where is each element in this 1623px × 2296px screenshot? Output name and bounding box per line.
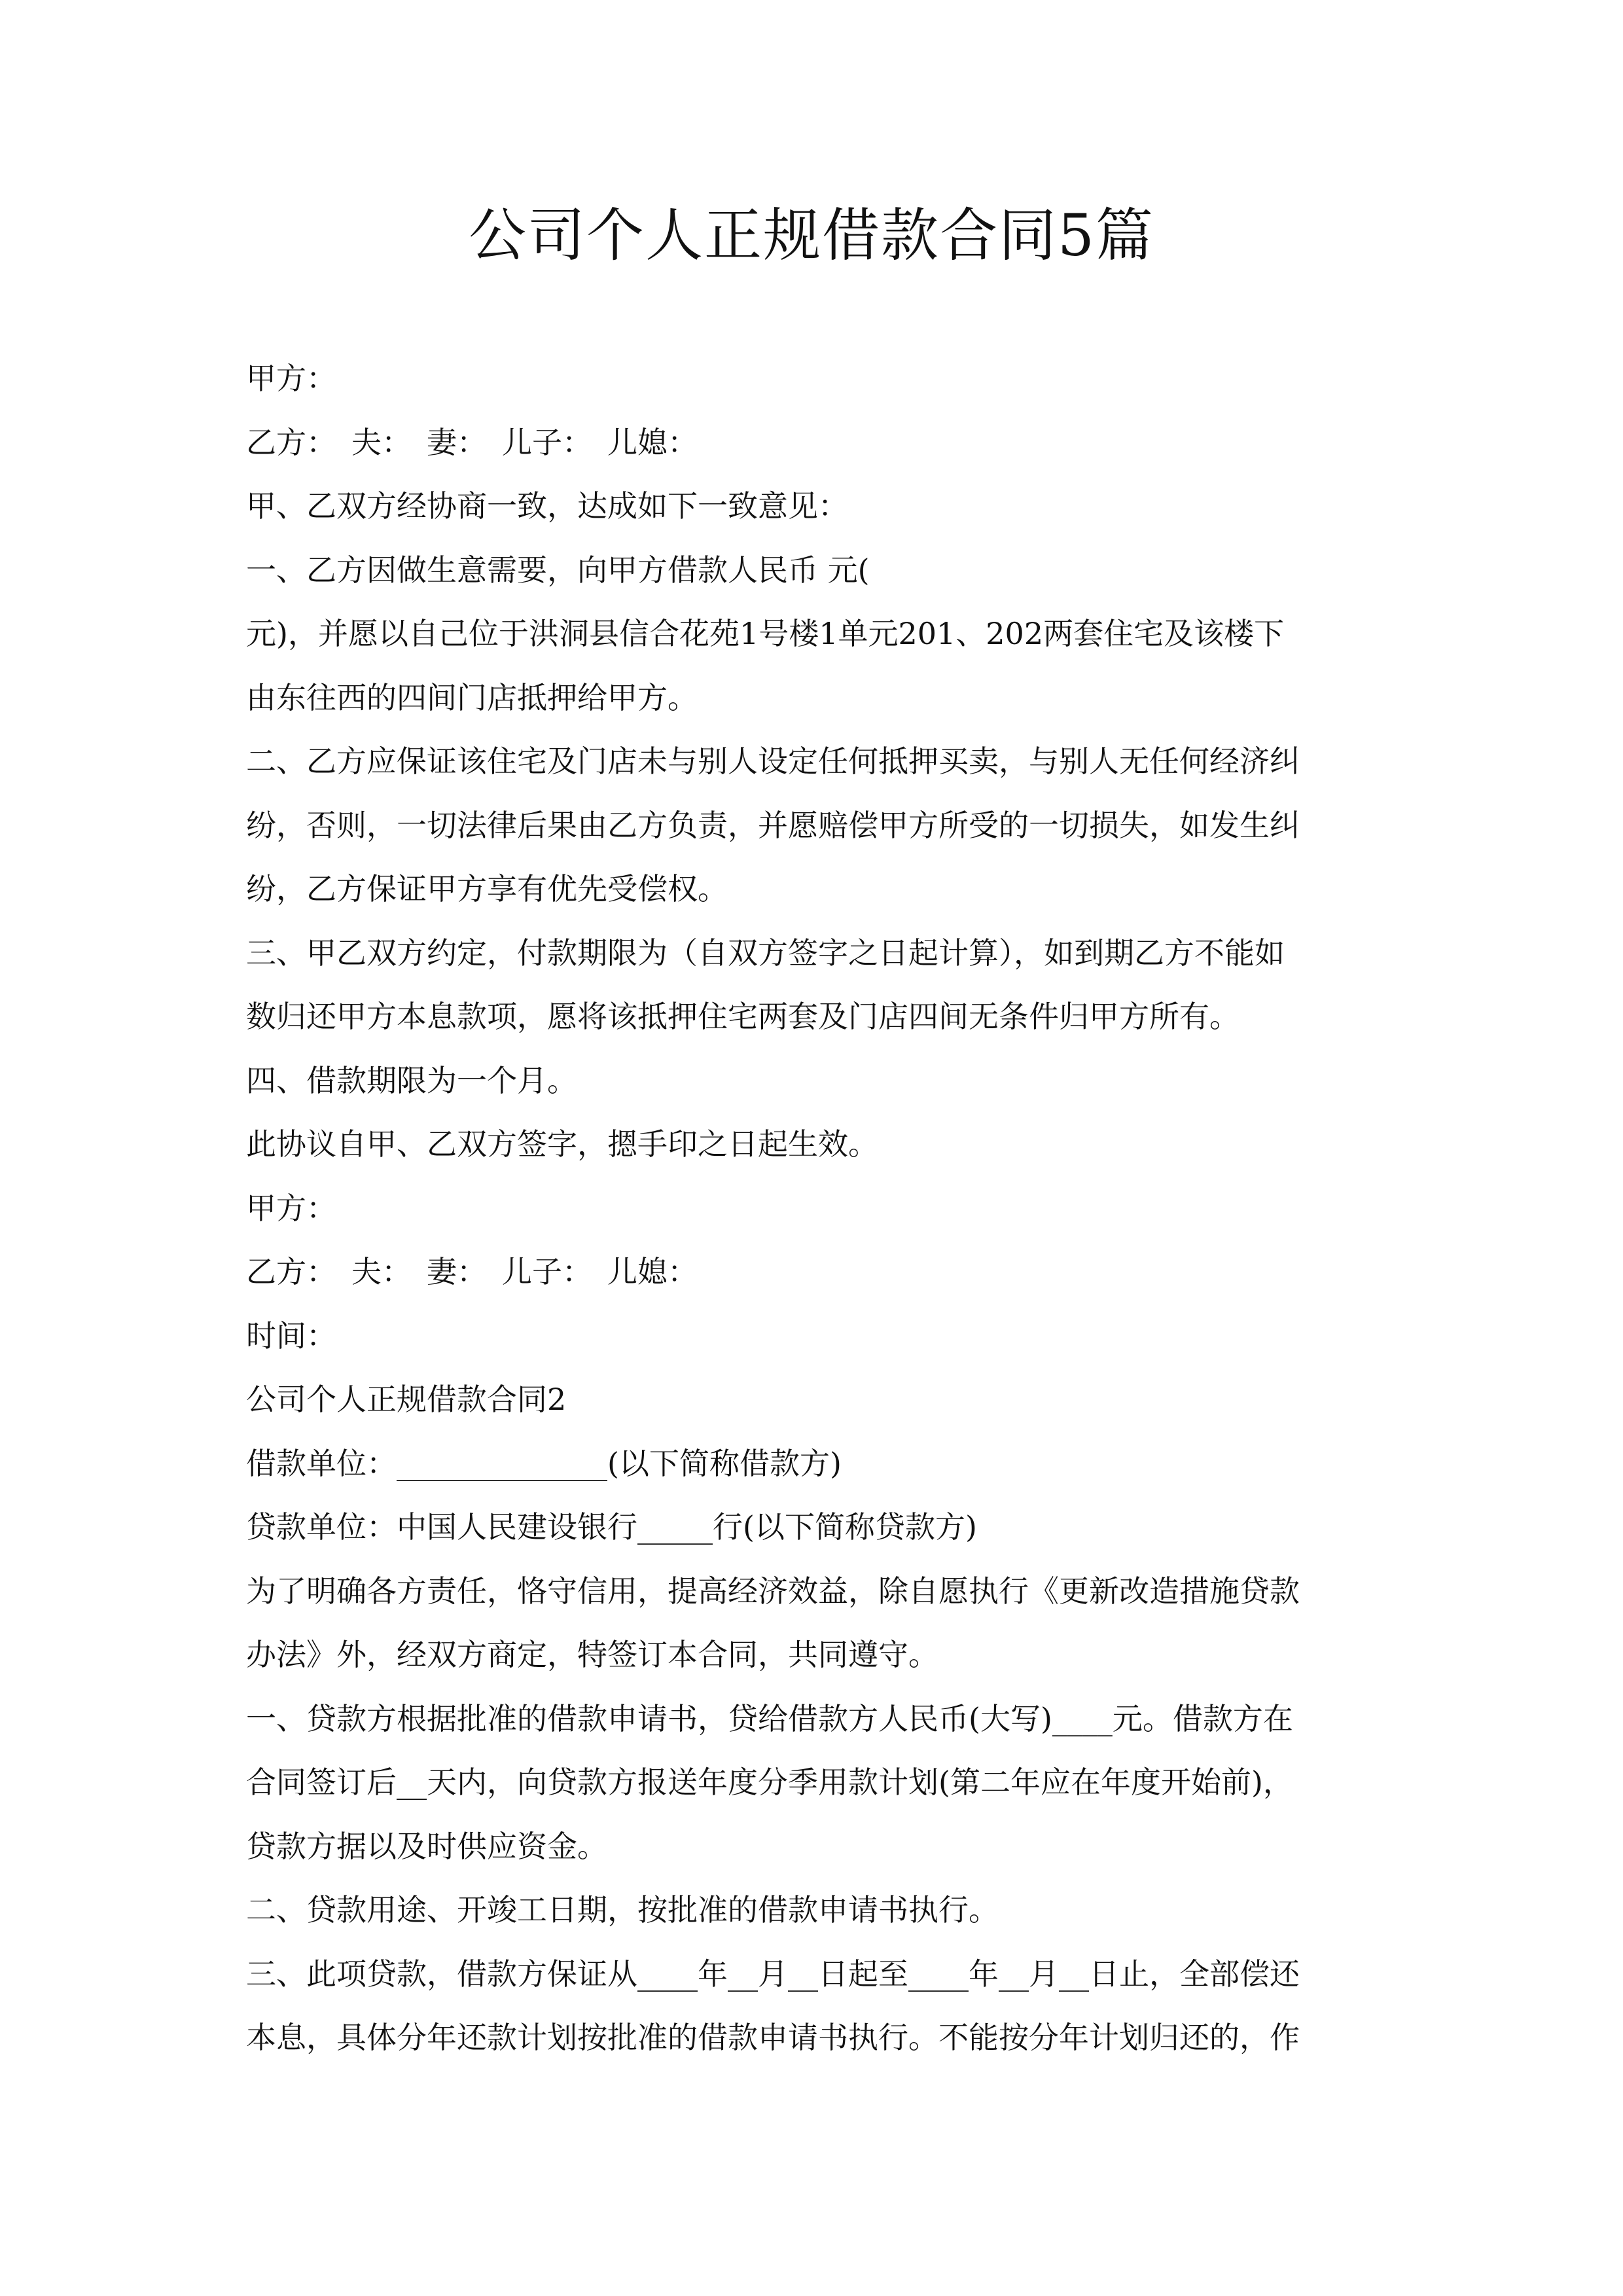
text-line: 三、甲乙双方约定，付款期限为（自双方签字之日起计算），如到期乙方不能如: [246, 935, 1285, 971]
text-line: 贷款单位：中国人民建设银行_____行(以下简称贷款方): [246, 1509, 977, 1545]
text-line: 元)，并愿以自己位于洪洞县信合花苑1号楼1单元201、202两套住宅及该楼下: [246, 616, 1285, 651]
text-line: 四、借款期限为一个月。: [246, 1062, 577, 1098]
text-line: 办法》外，经双方商定，特签订本合同，共同遵守。: [246, 1637, 938, 1672]
text-line: 为了明确各方责任，恪守信用，提高经济效益，除自愿执行《更新改造措施贷款: [246, 1573, 1300, 1609]
text-line: 甲方：: [246, 361, 336, 396]
text-line: 本息，具体分年还款计划按批准的借款申请书执行。不能按分年计划归还的，作: [246, 2020, 1300, 2055]
document-title: 公司个人正规借款合同5篇: [469, 202, 1154, 269]
text-line: 甲方：: [246, 1190, 336, 1226]
text-line: 纷，否则，一切法律后果由乙方负责，并愿赔偿甲方所受的一切损失，如发生纠: [246, 807, 1300, 843]
text-line: 时间：: [246, 1318, 336, 1354]
text-line: 甲、乙双方经协商一致，达成如下一致意见：: [246, 488, 848, 524]
text-line: 公司个人正规借款合同2: [246, 1382, 567, 1417]
text-line: 三、此项贷款，借款方保证从____年__月__日起至____年__月__日止，全部偿还: [246, 1956, 1300, 1992]
text-line: 数归还甲方本息款项，愿将该抵押住宅两套及门店四间无条件归甲方所有。: [246, 999, 1240, 1034]
text-line: 一、贷款方根据批准的借款申请书，贷给借款方人民币(大写)____元。借款方在: [246, 1700, 1293, 1736]
text-line: 由东往西的四间门店抵押给甲方。: [246, 679, 698, 715]
text-line: 二、乙方应保证该住宅及门店未与别人设定任何抵押买卖，与别人无任何经济纠: [246, 744, 1300, 779]
text-line: 二、贷款用途、开竣工日期，按批准的借款申请书执行。: [246, 1892, 999, 1928]
document-body: [246, 347, 1385, 2070]
text-line: 合同签订后__天内，向贷款方报送年度分季用款计划(第二年应在年度开始前)，: [246, 1765, 1293, 1800]
text-line: 纷，乙方保证甲方享有优先受偿权。: [246, 871, 728, 906]
text-line: 乙方： 夫： 妻： 儿子： 儿媳：: [246, 1254, 698, 1289]
text-line: 乙方： 夫： 妻： 儿子： 儿媳：: [246, 424, 698, 460]
text-line: 一、乙方因做生意需要，向甲方借款人民币 元(: [246, 552, 870, 588]
text-line: 借款单位：______________(以下简称借款方): [246, 1445, 842, 1481]
text-line: 贷款方据以及时供应资金。: [246, 1828, 607, 1864]
text-line: 此协议自甲、乙双方签字，摁手印之日起生效。: [246, 1126, 878, 1162]
